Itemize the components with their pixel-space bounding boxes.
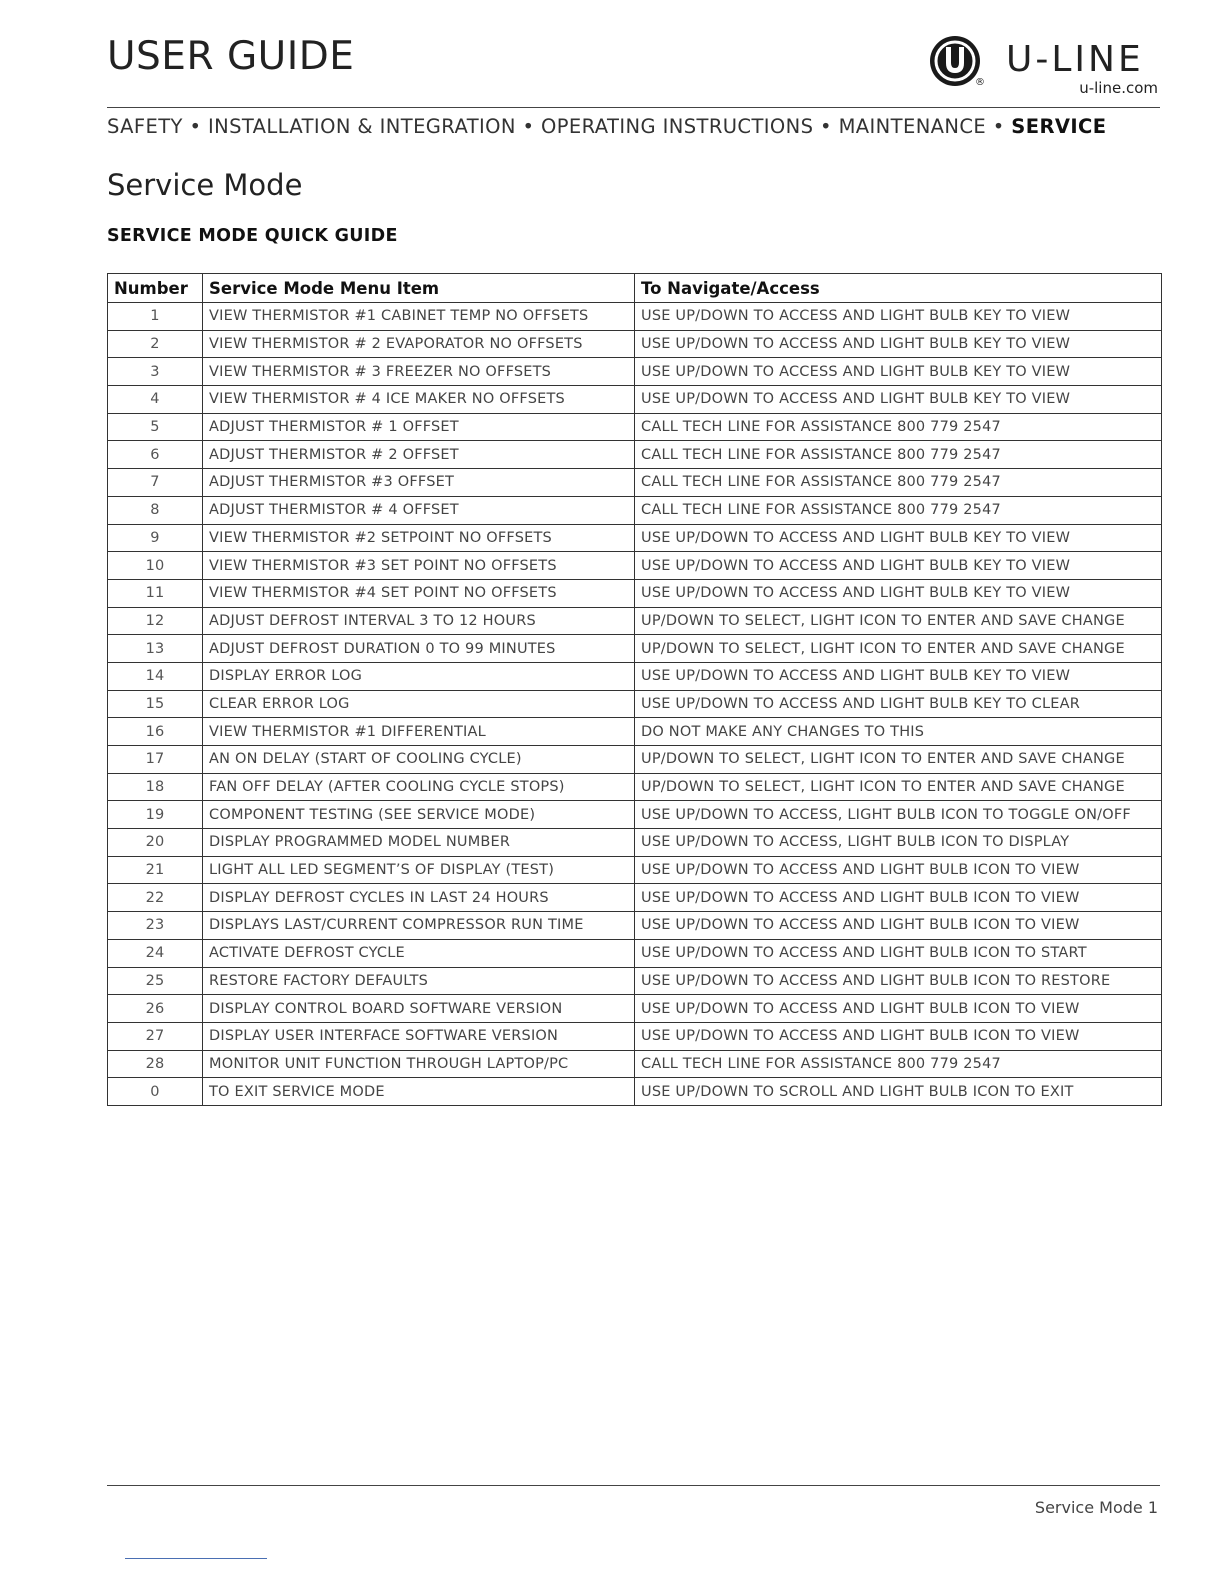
cell-navigate: USE UP/DOWN TO ACCESS AND LIGHT BULB KEY TO VIEW	[635, 358, 1162, 386]
cell-number: 2	[108, 330, 203, 358]
cell-navigate: USE UP/DOWN TO ACCESS AND LIGHT BULB ICON TO START	[635, 939, 1162, 967]
table-row	[108, 995, 1162, 1023]
footer-divider	[107, 1485, 1160, 1486]
table-row	[108, 607, 1162, 635]
nav-item-installation: INSTALLATION & INTEGRATION	[207, 115, 516, 138]
cell-number: 26	[108, 995, 203, 1023]
cell-navigate: USE UP/DOWN TO ACCESS AND LIGHT BULB KEY TO VIEW	[635, 662, 1162, 690]
nav-separator: •	[189, 115, 202, 138]
cell-menu-item: ADJUST THERMISTOR # 1 OFFSET	[203, 413, 635, 441]
cell-menu-item: VIEW THERMISTOR #4 SET POINT NO OFFSETS	[203, 579, 635, 607]
cell-number: 27	[108, 1022, 203, 1050]
table-row	[108, 413, 1162, 441]
cell-navigate: CALL TECH LINE FOR ASSISTANCE 800 779 2547	[635, 1050, 1162, 1078]
nav-item-maintenance: MAINTENANCE	[838, 115, 987, 138]
nav-item-safety: SAFETY	[107, 115, 183, 138]
brand-logo	[928, 33, 1164, 95]
page-header-title: USER GUIDE	[107, 34, 355, 79]
table-row	[108, 441, 1162, 469]
cell-navigate: USE UP/DOWN TO SCROLL AND LIGHT BULB ICON TO EXIT	[635, 1078, 1162, 1106]
cell-number: 18	[108, 773, 203, 801]
cell-number: 0	[108, 1078, 203, 1106]
section-title: Service Mode	[107, 168, 303, 202]
table-row	[108, 386, 1162, 414]
cell-menu-item: AN ON DELAY (START OF COOLING CYCLE)	[203, 746, 635, 774]
cell-number: 24	[108, 939, 203, 967]
cell-number: 9	[108, 524, 203, 552]
cell-number: 22	[108, 884, 203, 912]
nav-separator: •	[992, 115, 1005, 138]
cell-number: 19	[108, 801, 203, 829]
cell-navigate: UP/DOWN TO SELECT, LIGHT ICON TO ENTER AND SAVE CHANGE	[635, 635, 1162, 663]
cell-menu-item: VIEW THERMISTOR # 3 FREEZER NO OFFSETS	[203, 358, 635, 386]
cell-menu-item: VIEW THERMISTOR #1 DIFFERENTIAL	[203, 718, 635, 746]
cell-menu-item: TO EXIT SERVICE MODE	[203, 1078, 635, 1106]
cell-number: 12	[108, 607, 203, 635]
cell-navigate: UP/DOWN TO SELECT, LIGHT ICON TO ENTER AND SAVE CHANGE	[635, 607, 1162, 635]
table-row	[108, 552, 1162, 580]
cell-menu-item: DISPLAY DEFROST CYCLES IN LAST 24 HOURS	[203, 884, 635, 912]
cell-navigate: USE UP/DOWN TO ACCESS AND LIGHT BULB ICON TO RESTORE	[635, 967, 1162, 995]
cell-menu-item: RESTORE FACTORY DEFAULTS	[203, 967, 635, 995]
table-row	[108, 939, 1162, 967]
cell-menu-item: DISPLAY ERROR LOG	[203, 662, 635, 690]
cell-navigate: DO NOT MAKE ANY CHANGES TO THIS	[635, 718, 1162, 746]
cell-navigate: USE UP/DOWN TO ACCESS AND LIGHT BULB KEY TO VIEW	[635, 524, 1162, 552]
service-mode-table	[107, 273, 1162, 1106]
cell-navigate: USE UP/DOWN TO ACCESS AND LIGHT BULB KEY TO CLEAR	[635, 690, 1162, 718]
cell-navigate: CALL TECH LINE FOR ASSISTANCE 800 779 2547	[635, 441, 1162, 469]
cell-navigate: USE UP/DOWN TO ACCESS AND LIGHT BULB KEY TO VIEW	[635, 386, 1162, 414]
cell-navigate: CALL TECH LINE FOR ASSISTANCE 800 779 2547	[635, 413, 1162, 441]
cell-number: 17	[108, 746, 203, 774]
cell-number: 16	[108, 718, 203, 746]
cell-menu-item: DISPLAY PROGRAMMED MODEL NUMBER	[203, 829, 635, 857]
cell-menu-item: ADJUST THERMISTOR # 4 OFFSET	[203, 496, 635, 524]
cell-navigate: USE UP/DOWN TO ACCESS AND LIGHT BULB KEY TO VIEW	[635, 579, 1162, 607]
header-divider	[107, 107, 1160, 108]
cell-menu-item: VIEW THERMISTOR # 4 ICE MAKER NO OFFSETS	[203, 386, 635, 414]
table-row	[108, 912, 1162, 940]
footer-link-underline	[125, 1558, 267, 1559]
cell-number: 23	[108, 912, 203, 940]
cell-menu-item: VIEW THERMISTOR #1 CABINET TEMP NO OFFSETS	[203, 303, 635, 331]
cell-number: 25	[108, 967, 203, 995]
cell-navigate: UP/DOWN TO SELECT, LIGHT ICON TO ENTER AND SAVE CHANGE	[635, 746, 1162, 774]
cell-menu-item: VIEW THERMISTOR #2 SETPOINT NO OFFSETS	[203, 524, 635, 552]
cell-menu-item: MONITOR UNIT FUNCTION THROUGH LAPTOP/PC	[203, 1050, 635, 1078]
table-row	[108, 967, 1162, 995]
cell-menu-item: ADJUST THERMISTOR #3 OFFSET	[203, 469, 635, 497]
table-row	[108, 358, 1162, 386]
cell-number: 4	[108, 386, 203, 414]
cell-number: 13	[108, 635, 203, 663]
nav-item-service: SERVICE	[1011, 115, 1107, 138]
cell-number: 8	[108, 496, 203, 524]
cell-menu-item: ADJUST THERMISTOR # 2 OFFSET	[203, 441, 635, 469]
cell-menu-item: DISPLAYS LAST/CURRENT COMPRESSOR RUN TIME	[203, 912, 635, 940]
table-row	[108, 524, 1162, 552]
cell-number: 7	[108, 469, 203, 497]
cell-navigate: USE UP/DOWN TO ACCESS AND LIGHT BULB ICON TO VIEW	[635, 1022, 1162, 1050]
table-row	[108, 469, 1162, 497]
subsection-title: SERVICE MODE QUICK GUIDE	[107, 226, 398, 246]
cell-number: 15	[108, 690, 203, 718]
cell-number: 3	[108, 358, 203, 386]
cell-number: 6	[108, 441, 203, 469]
cell-number: 20	[108, 829, 203, 857]
table-row	[108, 579, 1162, 607]
cell-navigate: USE UP/DOWN TO ACCESS AND LIGHT BULB KEY TO VIEW	[635, 303, 1162, 331]
table-row	[108, 773, 1162, 801]
cell-navigate: USE UP/DOWN TO ACCESS AND LIGHT BULB ICON TO VIEW	[635, 995, 1162, 1023]
cell-number: 21	[108, 856, 203, 884]
cell-navigate: CALL TECH LINE FOR ASSISTANCE 800 779 2547	[635, 469, 1162, 497]
nav-item-operating: OPERATING INSTRUCTIONS	[541, 115, 814, 138]
cell-menu-item: FAN OFF DELAY (AFTER COOLING CYCLE STOPS)	[203, 773, 635, 801]
table-row	[108, 1078, 1162, 1106]
page-number: Service Mode 1	[1034, 1498, 1158, 1517]
cell-navigate: USE UP/DOWN TO ACCESS, LIGHT BULB ICON TO TOGGLE ON/OFF	[635, 801, 1162, 829]
logo-url: u-line.com	[1079, 79, 1158, 97]
table-row	[108, 884, 1162, 912]
cell-navigate: USE UP/DOWN TO ACCESS AND LIGHT BULB ICON TO VIEW	[635, 856, 1162, 884]
table-row	[108, 856, 1162, 884]
table-row	[108, 801, 1162, 829]
cell-number: 11	[108, 579, 203, 607]
cell-menu-item: LIGHT ALL LED SEGMENT’S OF DISPLAY (TEST)	[203, 856, 635, 884]
cell-navigate: USE UP/DOWN TO ACCESS AND LIGHT BULB KEY TO VIEW	[635, 552, 1162, 580]
table-row	[108, 1022, 1162, 1050]
cell-menu-item: ADJUST DEFROST DURATION 0 TO 99 MINUTES	[203, 635, 635, 663]
cell-menu-item: ADJUST DEFROST INTERVAL 3 TO 12 HOURS	[203, 607, 635, 635]
nav-separator: •	[522, 115, 535, 138]
cell-menu-item: VIEW THERMISTOR # 2 EVAPORATOR NO OFFSETS	[203, 330, 635, 358]
table-header-row	[108, 274, 1162, 303]
nav-separator: •	[820, 115, 832, 138]
cell-menu-item: DISPLAY CONTROL BOARD SOFTWARE VERSION	[203, 995, 635, 1023]
table-row	[108, 690, 1162, 718]
cell-menu-item: CLEAR ERROR LOG	[203, 690, 635, 718]
cell-navigate: USE UP/DOWN TO ACCESS, LIGHT BULB ICON TO DISPLAY	[635, 829, 1162, 857]
table-row	[108, 330, 1162, 358]
table-row	[108, 635, 1162, 663]
cell-menu-item: ACTIVATE DEFROST CYCLE	[203, 939, 635, 967]
cell-navigate: UP/DOWN TO SELECT, LIGHT ICON TO ENTER AND SAVE CHANGE	[635, 773, 1162, 801]
table-row	[108, 303, 1162, 331]
table-row	[108, 662, 1162, 690]
cell-number: 14	[108, 662, 203, 690]
table-row	[108, 718, 1162, 746]
cell-navigate: USE UP/DOWN TO ACCESS AND LIGHT BULB ICON TO VIEW	[635, 884, 1162, 912]
cell-menu-item: DISPLAY USER INTERFACE SOFTWARE VERSION	[203, 1022, 635, 1050]
cell-menu-item: VIEW THERMISTOR #3 SET POINT NO OFFSETS	[203, 552, 635, 580]
table-row	[108, 746, 1162, 774]
table-row	[108, 1050, 1162, 1078]
section-nav	[107, 115, 1160, 138]
cell-navigate: USE UP/DOWN TO ACCESS AND LIGHT BULB ICON TO VIEW	[635, 912, 1162, 940]
table-row	[108, 829, 1162, 857]
cell-number: 10	[108, 552, 203, 580]
logo-wordmark: U-LINE	[1006, 39, 1144, 80]
cell-navigate: USE UP/DOWN TO ACCESS AND LIGHT BULB KEY TO VIEW	[635, 330, 1162, 358]
cell-number: 5	[108, 413, 203, 441]
registered-mark: ®	[975, 77, 985, 88]
cell-number: 28	[108, 1050, 203, 1078]
cell-menu-item: COMPONENT TESTING (SEE SERVICE MODE)	[203, 801, 635, 829]
cell-number: 1	[108, 303, 203, 331]
table-row	[108, 496, 1162, 524]
cell-navigate: CALL TECH LINE FOR ASSISTANCE 800 779 2547	[635, 496, 1162, 524]
header-number: Number	[108, 274, 203, 303]
header-menu-item: Service Mode Menu Item	[203, 274, 635, 303]
header-navigate: To Navigate/Access	[635, 274, 1162, 303]
